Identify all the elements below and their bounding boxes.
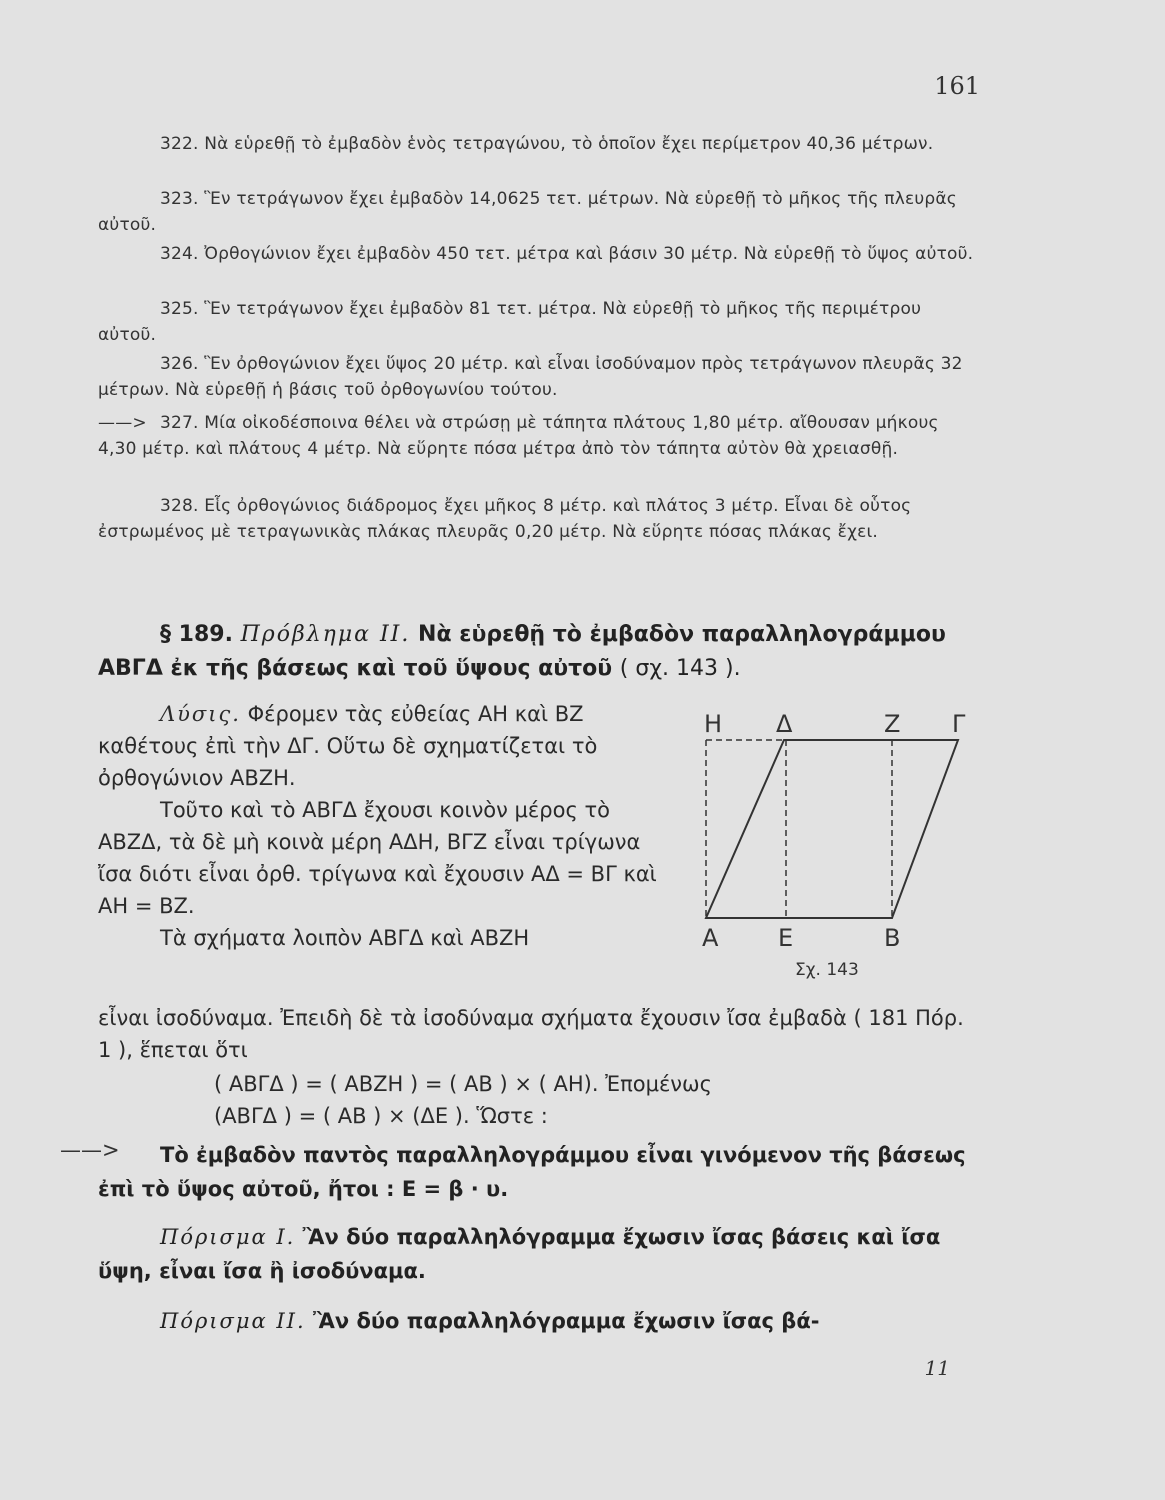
parallelogram-ABGD: [706, 740, 958, 918]
solution-paragraph-2: Τοῦτο καὶ τὸ ΑΒΓΔ ἔχουσι κοινὸν μέρος τὸ ΑΒΖΔ, τὰ δὲ μὴ κοινὰ μέρη ΑΔΗ, ΒΓΖ εἶναι τρίγωνα ἴσα διότι εἶναι ὀρθ. τρίγωνα καὶ ἔχουσιν ΑΔ = ΒΓ καὶ ΑΗ = ΒΖ.: [98, 798, 657, 918]
corollary-2: [98, 1304, 982, 1338]
theorem-text: Τὸ ἐμβαδὸν παντὸς παραλληλογράμμου εἶναι γινόμενον τῆς βάσεως ἐπὶ τὸ ὕψος αὐτοῦ, ἤτοι : Ε = β · υ.: [98, 1143, 966, 1201]
figure-caption: Σχ. 143: [795, 960, 859, 980]
label-D: Δ: [776, 710, 793, 738]
corollary-2-text: Ἂν δύο παραλληλόγραμμα ἔχωσιν ἴσας βά-: [312, 1309, 820, 1333]
exercise-328: 328. Εἷς ὀρθογώνιος διάδρομος ἔχει μῆκος 8 μέτρ. καὶ πλάτος 3 μέτρ. Εἶναι δὲ οὗτος ἐστρωμένος μὲ τετραγωνικὰς πλάκας πλευρᾶς 0,20 μέτρ. Νὰ εὕρητε πόσας πλάκας ἔχει.: [98, 496, 912, 542]
label-H: Η: [704, 710, 723, 738]
problem-number: § 189.: [160, 622, 233, 647]
exercise-327-text: 327. Μία οἰκοδέσποινα θέλει νὰ στρώσῃ μὲ τάπητα πλάτους 1,80 μέτρ. αἴθουσαν μήκους 4,30 μέτρ. καὶ πλάτους 4 μέτρ. Νὰ εὕρητε πόσα μέτρα ἀπὸ τὸν τάπητα αὐτὸν θὰ χρειασθῇ.: [98, 413, 939, 459]
exercise-327: [98, 411, 982, 462]
corollary-1-label: Πόρισμα I.: [160, 1225, 296, 1249]
signature-mark: 11: [924, 1356, 950, 1380]
figure-reference: ( σχ. 143 ).: [619, 656, 741, 681]
problem-heading: [98, 618, 982, 686]
label-B: Β: [884, 924, 901, 952]
solution-paragraph-3a: Τὰ σχήματα λοιπὸν ΑΒΓΔ καὶ ΑΒΖΗ: [160, 926, 530, 950]
parallelogram-figure: [696, 708, 986, 983]
formula-2: (ΑΒΓΔ ) = ( ΑΒ ) × (ΔΕ ). Ὥστε :: [214, 1104, 548, 1128]
label-E: Ε: [778, 924, 794, 952]
problem-statement: Νὰ εὑρεθῇ τὸ ἐμβαδὸν παραλληλογράμμου ΑΒΓΔ ἐκ τῆς βάσεως καὶ τοῦ ὕψους αὐτοῦ: [98, 622, 946, 681]
exercise-323: 323. Ἓν τετράγωνον ἔχει ἐμβαδὸν 14,0625 τετ. μέτρων. Νὰ εὑρεθῇ τὸ μῆκος τῆς πλευρᾶς αὐτοῦ.: [98, 189, 957, 235]
exercise-324: 324. Ὀρθογώνιον ἔχει ἐμβαδὸν 450 τετ. μέτρα καὶ βάσιν 30 μέτρ. Νὰ εὑρεθῇ τὸ ὕψος αὐτοῦ.: [160, 244, 974, 264]
label-Z: Ζ: [884, 710, 901, 738]
page-number: 161: [934, 72, 980, 100]
problem-label: Πρόβλημα II.: [240, 622, 411, 647]
solution-paragraph-3b: εἶναι ἰσοδύναμα. Ἐπειδὴ δὲ τὰ ἰσοδύναμα σχήματα ἔχουσιν ἴσα ἐμβαδὰ ( 181 Πόρ. 1 ), ἕπεται ὅτι: [98, 1006, 964, 1062]
solution-label: Λύσις.: [160, 702, 241, 726]
label-A: Α: [702, 924, 719, 952]
label-G: Γ: [952, 710, 966, 738]
exercise-326: 326. Ἓν ὀρθογώνιον ἔχει ὕψος 20 μέτρ. καὶ εἶναι ἰσοδύναμον πρὸς τετράγωνον πλευρᾶς 32 μέτρων. Νὰ εὑρεθῇ ἡ βάσις τοῦ ὀρθογωνίου τούτου.: [98, 354, 963, 400]
solution-paragraph-1: Λύσις. Φέρομεν τὰς εὐθείας ΑΗ καὶ ΒΖ καθέτους ἐπὶ τὴν ΔΓ. Οὕτω δὲ σχηματίζεται τὸ ὀρθογώνιον ΑΒΖΗ.: [98, 702, 598, 790]
arrow-icon: ——>: [60, 1138, 120, 1162]
formula-1: ( ΑΒΓΔ ) = ( ΑΒΖΗ ) = ( ΑΒ ) × ( ΑΗ). Ἐπομένως: [214, 1072, 712, 1096]
corollary-2-label: Πόρισμα II.: [160, 1309, 306, 1333]
corollary-1-text: Ἂν δύο παραλληλόγραμμα ἔχωσιν ἴσας βάσεις καὶ ἴσα ὕψη, εἶναι ἴσα ἢ ἰσοδύναμα.: [98, 1225, 941, 1283]
arrow-icon: ——>: [98, 413, 147, 433]
exercise-325: 325. Ἓν τετράγωνον ἔχει ἐμβαδὸν 81 τετ. μέτρα. Νὰ εὑρεθῇ τὸ μῆκος τῆς περιμέτρου αὐτοῦ.: [98, 299, 922, 345]
exercise-322: 322. Νὰ εὑρεθῇ τὸ ἐμβαδὸν ἑνὸς τετραγώνου, τὸ ὁποῖον ἔχει περίμετρον 40,36 μέτρων.: [160, 134, 934, 154]
solution-text: [98, 698, 678, 954]
corollary-1: [98, 1220, 982, 1288]
